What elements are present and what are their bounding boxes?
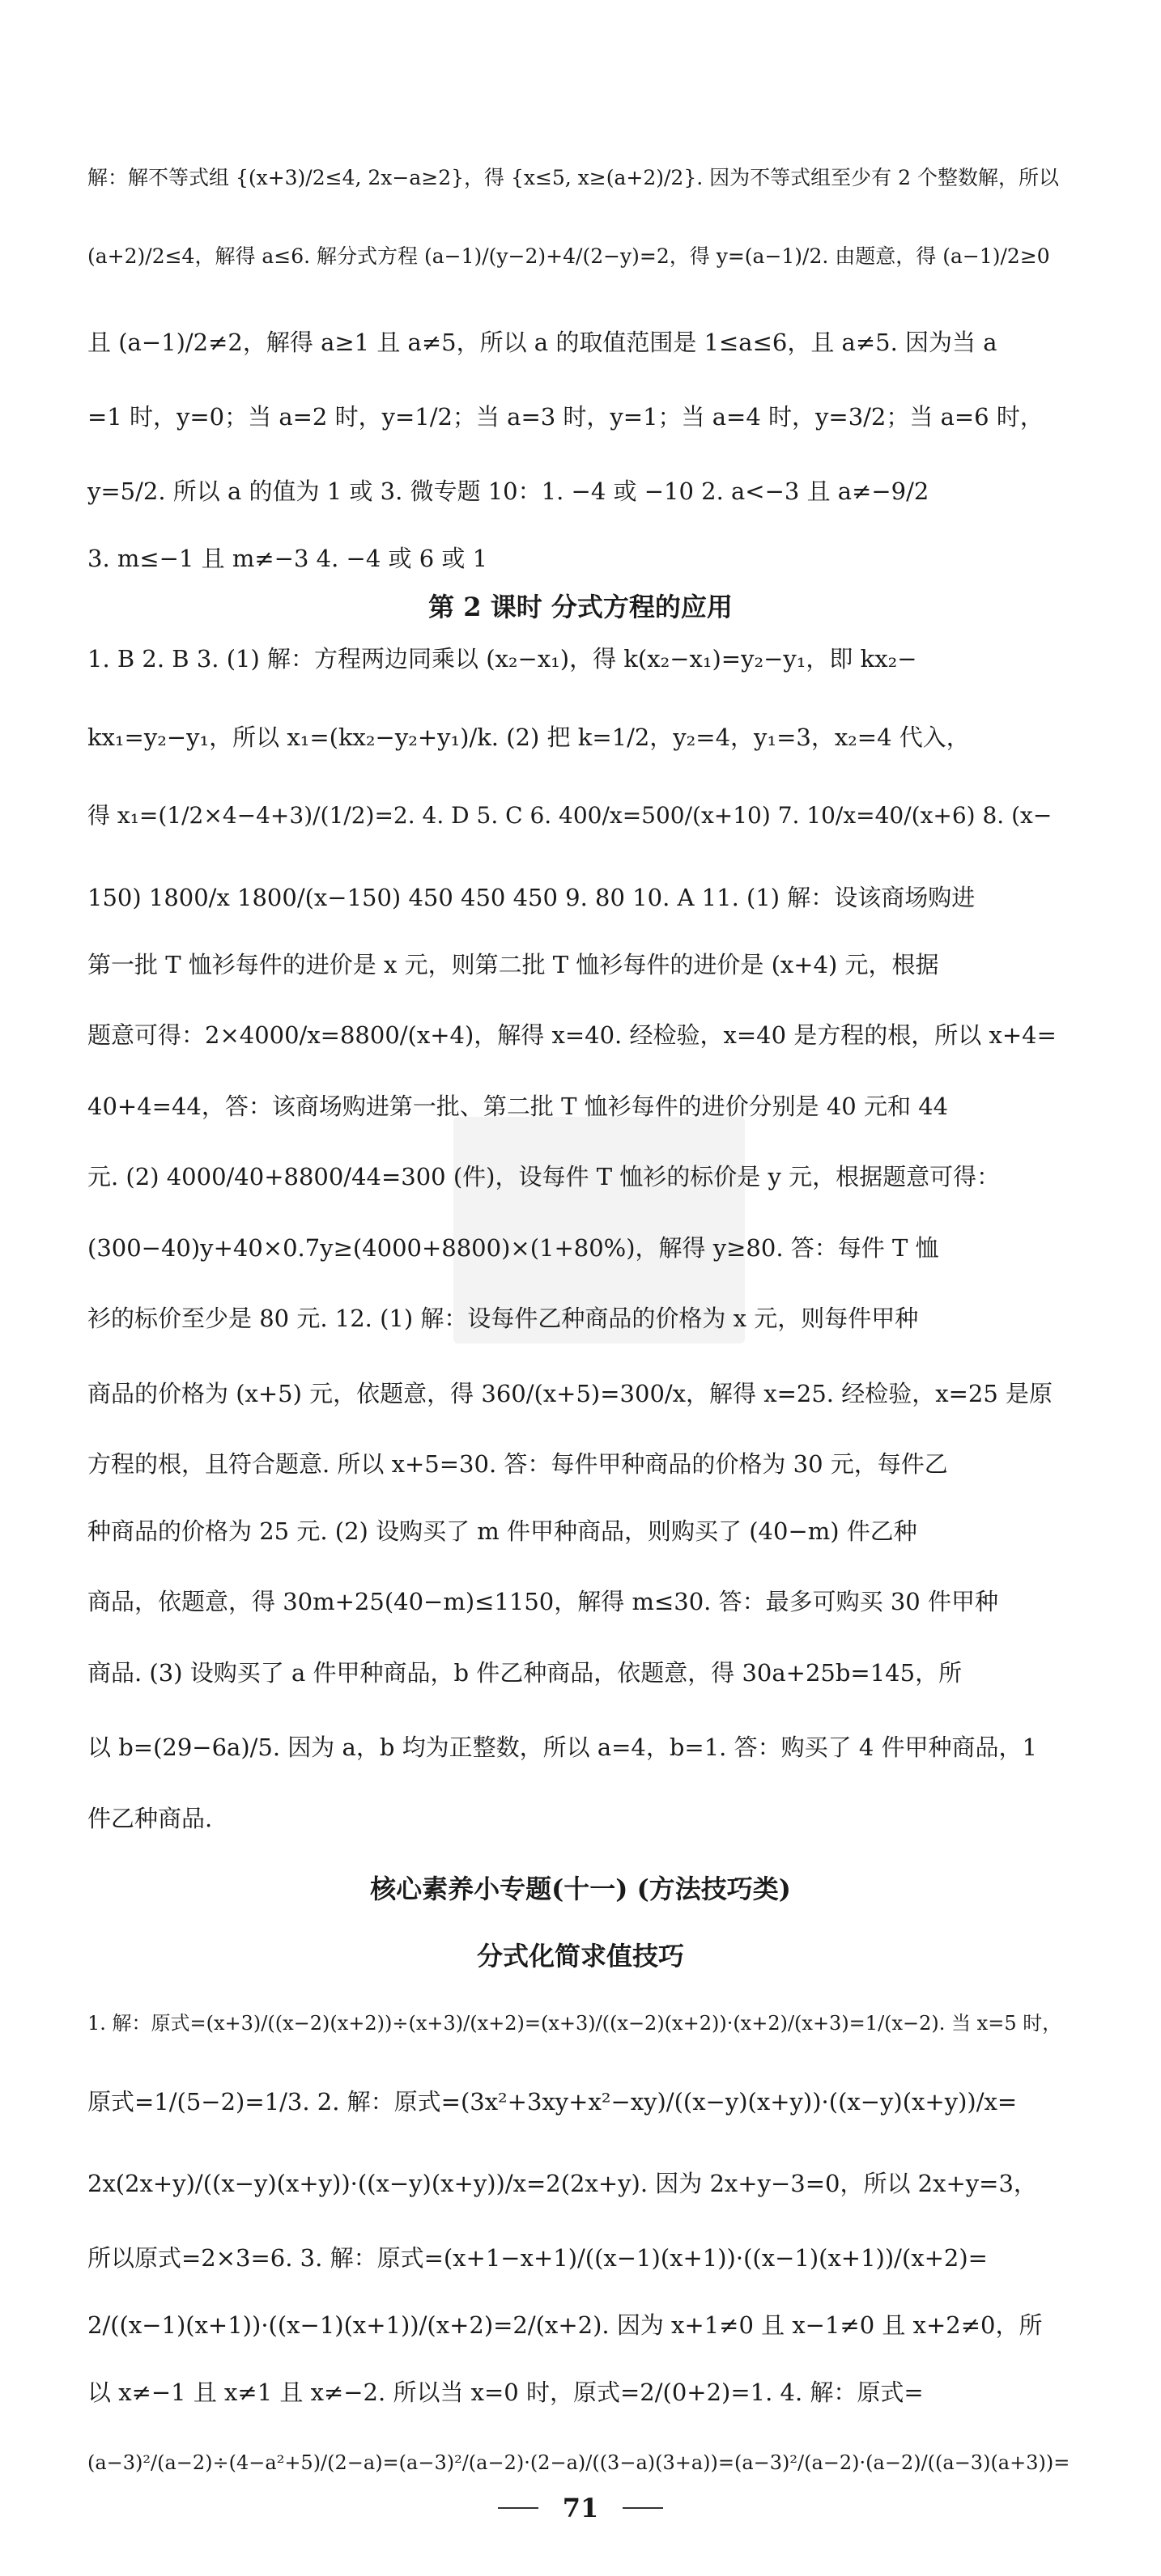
page-footer (0, 2493, 1161, 2523)
text-line: 2/((x−1)(x+1))·((x−1)(x+1))/(x+2)=2/(x+2). 因为 x+1≠0 且 x−1≠0 且 x+2≠0，所 (87, 2311, 1043, 2339)
text-line: (a−3)²/(a−2)÷(4−a²+5)/(2−a)=(a−3)²/(a−2)·(2−a)/((3−a)(3+a))=(a−3)²/(a−2)·(a−2)/((a−3)(a+3))= (87, 2451, 1070, 2474)
text-line: 件乙种商品. (87, 1804, 213, 1832)
footer-dash-right (623, 2507, 663, 2509)
text-line: 种商品的价格为 25 元. (2) 设购买了 m 件甲种商品，则购买了 (40−m) 件乙种 (87, 1517, 917, 1545)
text-line: =1 时，y=0；当 a=2 时，y=1/2；当 a=3 时，y=1；当 a=4 时，y=3/2；当 a=6 时， (87, 402, 1044, 431)
text-line: 以 b=(29−6a)/5. 因为 a，b 均为正整数，所以 a=4，b=1. 答：购买了 4 件甲种商品，1 (87, 1733, 1037, 1761)
text-line: 原式=1/(5−2)=1/3. 2. 解：原式=(3x²+3xy+x²−xy)/((x−y)(x+y))·((x−y)(x+y))/x= (87, 2087, 1018, 2116)
text-line: 第 2 课时 分式方程的应用 (428, 591, 733, 622)
text-line: 所以原式=2×3=6. 3. 解：原式=(x+1−x+1)/((x−1)(x+1))·((x−1)(x+1))/(x+2)= (87, 2243, 988, 2272)
text-line: 40+4=44，答：该商场购进第一批、第二批 T 恤衫每件的进价分别是 40 元和 44 (87, 1092, 949, 1120)
text-line: (300−40)y+40×0.7y≥(4000+8800)×(1+80%)，解得 y≥80. 答：每件 T 恤 (87, 1233, 939, 1262)
text-line: kx₁=y₂−y₁，所以 x₁=(kx₂−y₂+y₁)/k. (2) 把 k=1/2，y₂=4，y₁=3，x₂=4 代入， (87, 723, 970, 751)
text-line: 商品. (3) 设购买了 a 件甲种商品，b 件乙种商品，依题意，得 30a+25b=145，所 (87, 1658, 963, 1687)
text-line: 分式化简求值技巧 (476, 1940, 684, 1971)
text-line: (a+2)/2≤4，解得 a≤6. 解分式方程 (a−1)/(y−2)+4/(2−y)=2，得 y=(a−1)/2. 由题意，得 (a−1)/2≥0 (87, 244, 1050, 268)
text-line: 1. B 2. B 3. (1) 解：方程两边同乘以 (x₂−x₁)，得 k(x₂−x₁)=y₂−y₁，即 kx₂− (87, 644, 917, 673)
text-line: 3. m≤−1 且 m≠−3 4. −4 或 6 或 1 (87, 544, 488, 572)
footer-dash-left (498, 2507, 538, 2509)
text-line: 150) 1800/x 1800/(x−150) 450 450 450 9. 80 10. A 11. (1) 解：设该商场购进 (87, 883, 976, 911)
text-line: 2x(2x+y)/((x−y)(x+y))·((x−y)(x+y))/x=2(2x+y). 因为 2x+y−3=0，所以 2x+y=3， (87, 2169, 1037, 2197)
text-line: 衫的标价至少是 80 元. 12. (1) 解：设每件乙种商品的价格为 x 元，则每件甲种 (87, 1304, 919, 1332)
text-line: 核心素养小专题(十一) (方法技巧类) (370, 1873, 791, 1904)
text-line: 1. 解：原式=(x+3)/((x−2)(x+2))÷(x+3)/(x+2)=(x+3)/((x−2)(x+2))·(x+2)/(x+3)=1/(x−2). 当 x=5 时， (87, 2011, 1062, 2035)
text-line: 方程的根，且符合题意. 所以 x+5=30. 答：每件甲种商品的价格为 30 元，每件乙 (87, 1449, 948, 1478)
text-line: 题意可得：2×4000/x=8800/(x+4)，解得 x=40. 经检验，x=40 是方程的根，所以 x+4= (87, 1021, 1057, 1049)
text-line: 且 (a−1)/2≠2，解得 a≥1 且 a≠5，所以 a 的取值范围是 1≤a≤6，且 a≠5. 因为当 a (87, 328, 997, 356)
text-line: 第一批 T 恤衫每件的进价是 x 元，则第二批 T 恤衫每件的进价是 (x+4) 元，根据 (87, 950, 939, 978)
text-line: 得 x₁=(1/2×4−4+3)/(1/2)=2. 4. D 5. C 6. 400/x=500/(x+10) 7. 10/x=40/(x+6) 8. (x− (87, 802, 1053, 830)
text-line: 解：解不等式组 {(x+3)/2≤4, 2x−a≥2}，得 {x≤5, x≥(a+2)/2}. 因为不等式组至少有 2 个整数解，所以 (87, 166, 1059, 189)
text-line: 元. (2) 4000/40+8800/44=300 (件)，设每件 T 恤衫的标价是 y 元，根据题意可得： (87, 1162, 1001, 1190)
text-line: 商品的价格为 (x+5) 元，依题意，得 360/(x+5)=300/x，解得 x=25. 经检验，x=25 是原 (87, 1379, 1053, 1407)
text-line: 商品，依题意，得 30m+25(40−m)≤1150，解得 m≤30. 答：最多可购买 30 件甲种 (87, 1587, 998, 1615)
text-line: y=5/2. 所以 a 的值为 1 或 3. 微专题 10：1. −4 或 −10 2. a<−3 且 a≠−9/2 (87, 477, 929, 505)
page-number: 71 (562, 2493, 599, 2523)
text-line: 以 x≠−1 且 x≠1 且 x≠−2. 所以当 x=0 时，原式=2/(0+2)=1. 4. 解：原式= (87, 2378, 924, 2406)
